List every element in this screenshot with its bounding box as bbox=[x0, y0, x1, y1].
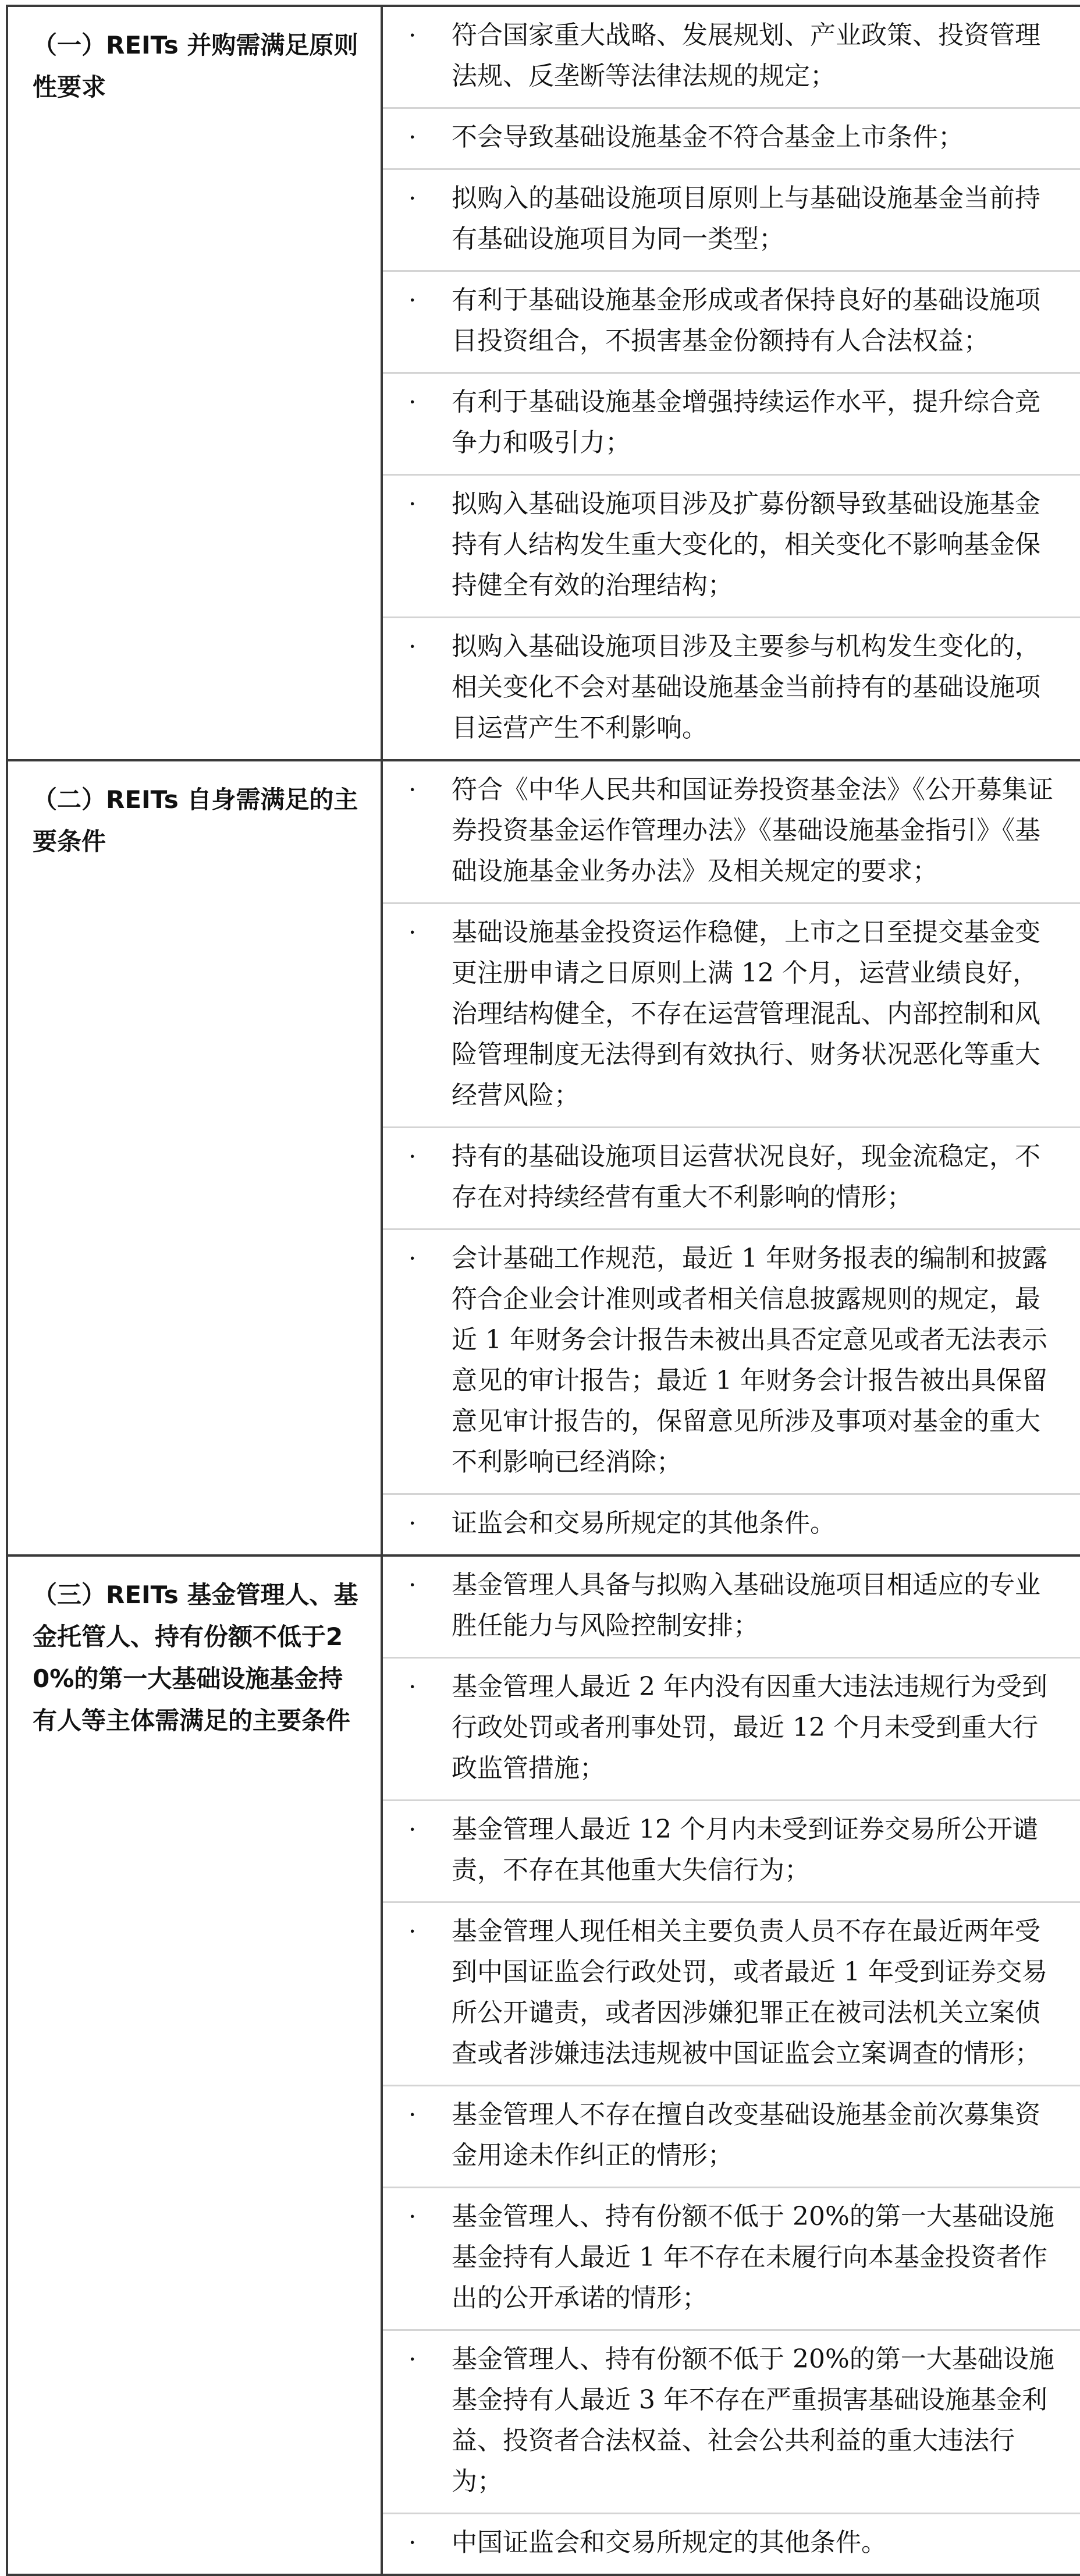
requirement-item bbox=[383, 372, 1080, 474]
section-category-cell bbox=[7, 1555, 382, 2575]
bullet-icon: · bbox=[408, 21, 417, 49]
section-title: （三）REITs 基金管理人、基金托管人、持有份额不低于20%的第一大基础设施基金持有人等主体需满足的主要条件 bbox=[33, 1581, 358, 1735]
bullet-icon: · bbox=[408, 918, 417, 947]
requirement-item bbox=[383, 1657, 1080, 1799]
bullet-icon: · bbox=[408, 1509, 417, 1537]
bullet-icon: · bbox=[408, 632, 417, 661]
requirement-item bbox=[383, 474, 1080, 616]
requirement-item bbox=[383, 1126, 1080, 1228]
requirement-text: 符合国家重大战略、发展规划、产业政策、投资管理法规、反垄断等法律法规的规定； bbox=[452, 20, 1040, 91]
section-title: （一）REITs 并购需满足原则性要求 bbox=[33, 31, 358, 101]
requirement-text: 拟购入基础设施项目涉及扩募份额导致基础设施基金持有人结构发生重大变化的，相关变化不影响基金保持健全有效的治理结构； bbox=[452, 489, 1040, 600]
requirement-item bbox=[383, 902, 1080, 1126]
requirement-text: 拟购入基础设施项目涉及主要参与机构发生变化的，相关变化不会对基础设施基金当前持有的基础设施项目运营产生不利影响。 bbox=[452, 632, 1040, 743]
bullet-icon: · bbox=[408, 1142, 417, 1171]
bullet-icon: · bbox=[408, 490, 417, 518]
requirement-item bbox=[383, 1557, 1080, 1657]
requirements-table bbox=[6, 5, 1080, 2576]
requirement-item bbox=[383, 1901, 1080, 2085]
requirement-item bbox=[383, 2187, 1080, 2329]
bullet-icon: · bbox=[408, 1815, 417, 1844]
requirement-text: 基础设施基金投资运作稳健，上市之日至提交基金变更注册申请之日原则上满 12 个月，运营业绩良好，治理结构健全，不存在运营管理混乱、内部控制和风险管理制度无法得到有效执行、财务状况恶化等重大经营风险； bbox=[452, 917, 1040, 1110]
requirement-item bbox=[383, 107, 1080, 168]
requirement-item bbox=[383, 168, 1080, 270]
requirement-text: 符合《中华人民共和国证券投资基金法》《公开募集证券投资基金运作管理办法》《基础设施基金指引》《基础设施基金业务办法》及相关规定的要求； bbox=[452, 775, 1053, 886]
requirement-item bbox=[383, 1228, 1080, 1493]
bullet-icon: · bbox=[408, 1673, 417, 1701]
requirement-text: 证监会和交易所规定的其他条件。 bbox=[452, 1508, 836, 1538]
requirement-item bbox=[383, 7, 1080, 107]
requirement-text: 基金管理人、持有份额不低于 20%的第一大基础设施基金持有人最近 3 年不存在严重损害基础设施基金利益、投资者合法权益、社会公共利益的重大违法行为； bbox=[452, 2344, 1054, 2496]
bullet-icon: · bbox=[408, 2528, 417, 2557]
requirement-item bbox=[383, 270, 1080, 372]
bullet-icon: · bbox=[408, 184, 417, 212]
requirement-text: 基金管理人不存在擅自改变基础设施基金前次募集资金用途未作纠正的情形； bbox=[452, 2100, 1040, 2170]
requirement-item bbox=[383, 2329, 1080, 2513]
requirement-item bbox=[383, 616, 1080, 759]
bullet-icon: · bbox=[408, 2100, 417, 2129]
requirement-text: 基金管理人、持有份额不低于 20%的第一大基础设施基金持有人最近 1 年不存在未履行向本基金投资者作出的公开承诺的情形； bbox=[452, 2202, 1054, 2313]
requirements-table-body bbox=[7, 6, 1080, 2575]
requirement-text: 不会导致基础设施基金不符合基金上市条件； bbox=[452, 122, 964, 152]
section-category-cell bbox=[7, 760, 382, 1555]
requirement-item bbox=[383, 1493, 1080, 1554]
bullet-icon: · bbox=[408, 775, 417, 804]
section-items-cell bbox=[382, 6, 1080, 760]
bullet-icon: · bbox=[408, 1917, 417, 1946]
requirement-text: 有利于基础设施基金形成或者保持良好的基础设施项目投资组合，不损害基金份额持有人合法权益； bbox=[452, 285, 1040, 356]
section-items-cell bbox=[382, 760, 1080, 1555]
bullet-icon: · bbox=[408, 2202, 417, 2231]
section-row bbox=[7, 1555, 1080, 2575]
bullet-icon: · bbox=[408, 1571, 417, 1599]
requirement-text: 会计基础工作规范，最近 1 年财务报表的编制和披露符合企业会计准则或者相关信息披露规则的规定，最近 1 年财务会计报告未被出具否定意见或者无法表示意见的审计报告；最近 1 年财务会计报告被出具保留意见审计报告的，保留意见所涉及事项对基金的重大不利影响已经消除； bbox=[452, 1243, 1047, 1477]
requirement-text: 有利于基础设施基金增强持续运作水平，提升综合竞争力和吸引力； bbox=[452, 387, 1040, 458]
requirement-item bbox=[383, 761, 1080, 902]
section-row bbox=[7, 760, 1080, 1555]
requirement-text: 基金管理人最近 12 个月内未受到证券交易所公开谴责，不存在其他重大失信行为； bbox=[452, 1815, 1038, 1885]
bullet-icon: · bbox=[408, 286, 417, 314]
section-title: （二）REITs 自身需满足的主要条件 bbox=[33, 785, 358, 856]
bullet-icon: · bbox=[408, 2345, 417, 2373]
requirement-text: 基金管理人现任相关主要负责人员不存在最近两年受到中国证监会行政处罚，或者最近 1 年受到证券交易所公开谴责，或者因涉嫌犯罪正在被司法机关立案侦查或者涉嫌违法违规被中国证监会立案调查的情形； bbox=[452, 1916, 1047, 2068]
requirement-item bbox=[383, 1799, 1080, 1901]
requirement-text: 中国证监会和交易所规定的其他条件。 bbox=[452, 2528, 887, 2557]
requirement-text: 基金管理人具备与拟购入基础设施项目相适应的专业胜任能力与风险控制安排； bbox=[452, 1570, 1040, 1640]
bullet-icon: · bbox=[408, 123, 417, 151]
requirement-text: 基金管理人最近 2 年内没有因重大违法违规行为受到行政处罚或者刑事处罚，最近 12 个月未受到重大行政监管措施； bbox=[452, 1672, 1047, 1783]
bullet-icon: · bbox=[408, 1244, 417, 1273]
bullet-icon: · bbox=[408, 388, 417, 416]
section-items-cell bbox=[382, 1555, 1080, 2575]
requirement-text: 拟购入的基础设施项目原则上与基础设施基金当前持有基础设施项目为同一类型； bbox=[452, 183, 1040, 254]
requirement-text: 持有的基础设施项目运营状况良好，现金流稳定，不存在对持续经营有重大不利影响的情形； bbox=[452, 1142, 1040, 1212]
requirement-item bbox=[383, 2513, 1080, 2574]
section-row bbox=[7, 6, 1080, 760]
section-category-cell bbox=[7, 6, 382, 760]
requirement-item bbox=[383, 2085, 1080, 2187]
